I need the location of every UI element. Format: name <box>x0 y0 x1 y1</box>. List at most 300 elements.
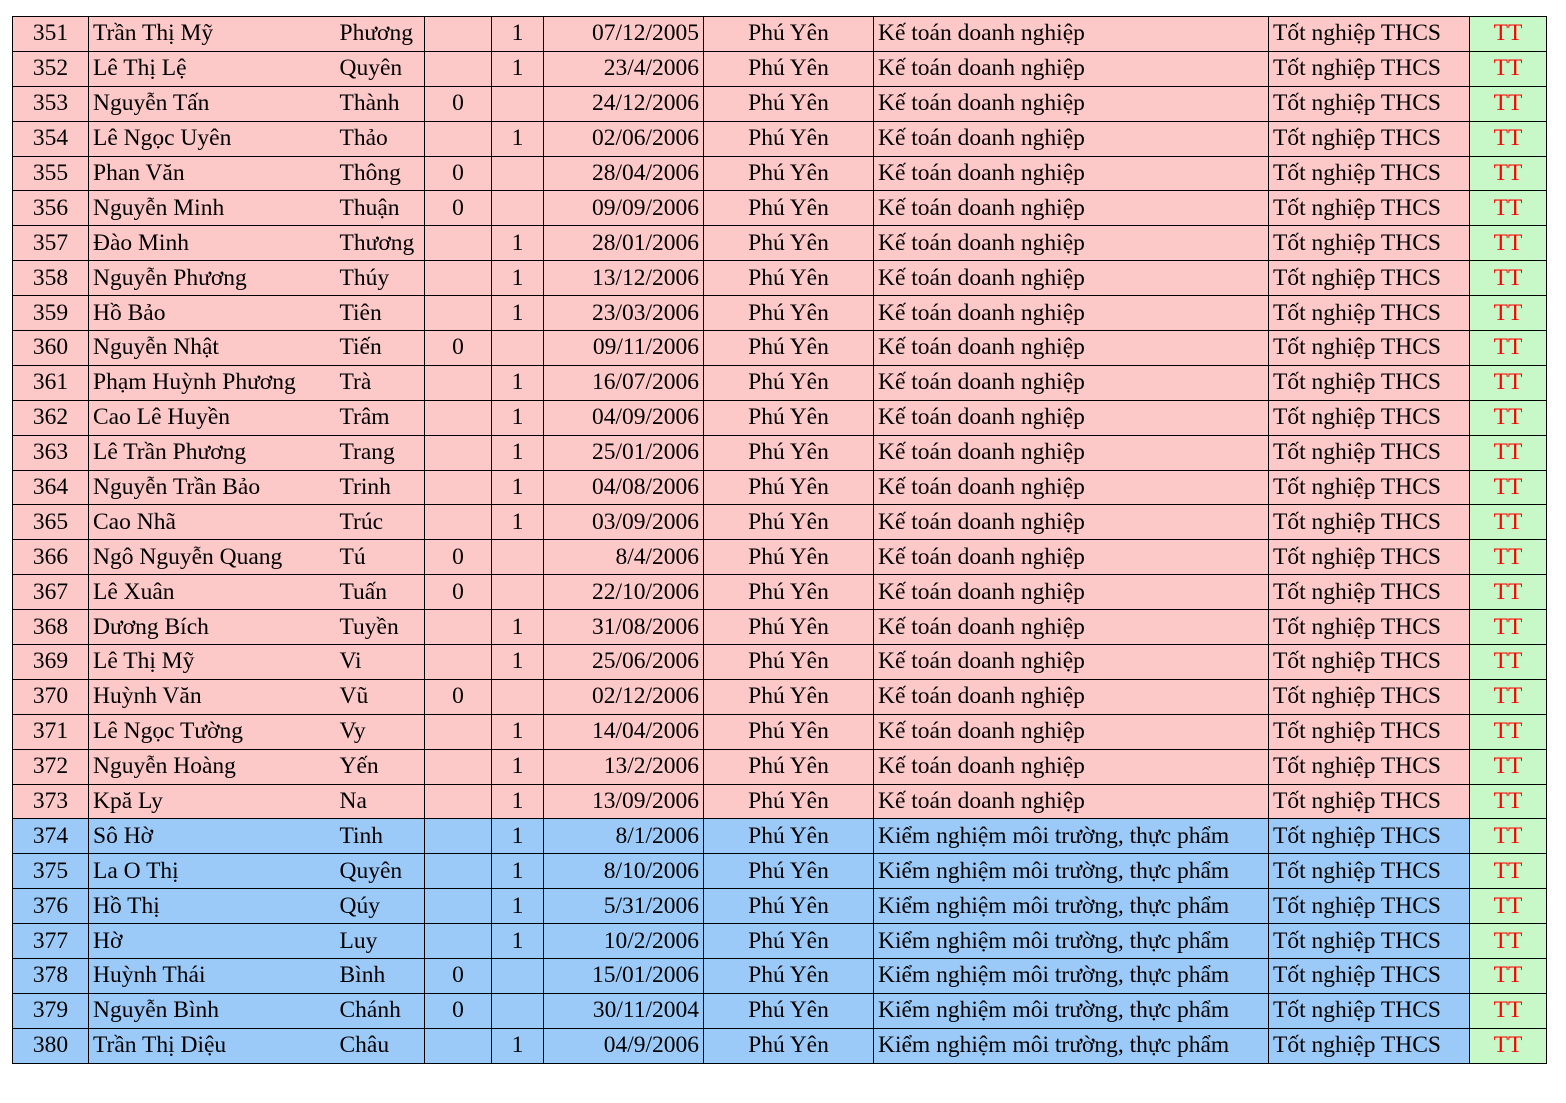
birth-date-cell[interactable]: 14/04/2006 <box>544 714 704 749</box>
female-cell[interactable]: 1 <box>492 924 544 959</box>
row-number-cell[interactable]: 376 <box>13 889 89 924</box>
education-cell[interactable]: Tốt nghiệp THCS <box>1269 540 1470 575</box>
first-name-cell[interactable]: Tinh <box>338 819 425 854</box>
birth-date-cell[interactable]: 31/08/2006 <box>544 610 704 645</box>
last-name-cell[interactable]: Nguyễn Nhật <box>89 331 338 366</box>
province-cell[interactable]: Phú Yên <box>704 435 874 470</box>
birth-date-cell[interactable]: 5/31/2006 <box>544 889 704 924</box>
female-cell[interactable]: 1 <box>492 51 544 86</box>
last-name-cell[interactable]: Huỳnh Thái <box>89 959 338 994</box>
status-cell[interactable]: TT <box>1470 505 1547 540</box>
male-cell[interactable] <box>425 226 492 261</box>
major-cell[interactable]: Kế toán doanh nghiệp <box>874 714 1269 749</box>
row-number-cell[interactable]: 373 <box>13 784 89 819</box>
first-name-cell[interactable]: Tiên <box>338 296 425 331</box>
education-cell[interactable]: Tốt nghiệp THCS <box>1269 505 1470 540</box>
major-cell[interactable]: Kế toán doanh nghiệp <box>874 17 1269 52</box>
status-cell[interactable]: TT <box>1470 296 1547 331</box>
status-cell[interactable]: TT <box>1470 17 1547 52</box>
birth-date-cell[interactable]: 16/07/2006 <box>544 365 704 400</box>
birth-date-cell[interactable]: 30/11/2004 <box>544 993 704 1028</box>
birth-date-cell[interactable]: 8/10/2006 <box>544 854 704 889</box>
row-number-cell[interactable]: 358 <box>13 261 89 296</box>
female-cell[interactable]: 1 <box>492 610 544 645</box>
first-name-cell[interactable]: Trang <box>338 435 425 470</box>
status-cell[interactable]: TT <box>1470 470 1547 505</box>
status-cell[interactable]: TT <box>1470 86 1547 121</box>
female-cell[interactable] <box>492 86 544 121</box>
province-cell[interactable]: Phú Yên <box>704 261 874 296</box>
province-cell[interactable]: Phú Yên <box>704 784 874 819</box>
education-cell[interactable]: Tốt nghiệp THCS <box>1269 959 1470 994</box>
last-name-cell[interactable]: Huỳnh Văn <box>89 679 338 714</box>
education-cell[interactable]: Tốt nghiệp THCS <box>1269 156 1470 191</box>
male-cell[interactable]: 0 <box>425 191 492 226</box>
major-cell[interactable]: Kế toán doanh nghiệp <box>874 365 1269 400</box>
status-cell[interactable]: TT <box>1470 749 1547 784</box>
province-cell[interactable]: Phú Yên <box>704 540 874 575</box>
first-name-cell[interactable]: Vi <box>338 645 425 680</box>
province-cell[interactable]: Phú Yên <box>704 191 874 226</box>
education-cell[interactable]: Tốt nghiệp THCS <box>1269 51 1470 86</box>
status-cell[interactable]: TT <box>1470 645 1547 680</box>
status-cell[interactable]: TT <box>1470 924 1547 959</box>
female-cell[interactable]: 1 <box>492 1028 544 1063</box>
status-cell[interactable]: TT <box>1470 540 1547 575</box>
major-cell[interactable]: Kế toán doanh nghiệp <box>874 540 1269 575</box>
last-name-cell[interactable]: Cao Nhã <box>89 505 338 540</box>
male-cell[interactable] <box>425 17 492 52</box>
major-cell[interactable]: Kế toán doanh nghiệp <box>874 679 1269 714</box>
education-cell[interactable]: Tốt nghiệp THCS <box>1269 121 1470 156</box>
birth-date-cell[interactable]: 15/01/2006 <box>544 959 704 994</box>
major-cell[interactable]: Kế toán doanh nghiệp <box>874 505 1269 540</box>
last-name-cell[interactable]: Nguyễn Phương <box>89 261 338 296</box>
status-cell[interactable]: TT <box>1470 610 1547 645</box>
row-number-cell[interactable]: 370 <box>13 679 89 714</box>
last-name-cell[interactable]: Hờ <box>89 924 338 959</box>
male-cell[interactable]: 0 <box>425 959 492 994</box>
province-cell[interactable]: Phú Yên <box>704 296 874 331</box>
first-name-cell[interactable]: Thúy <box>338 261 425 296</box>
last-name-cell[interactable]: Ngô Nguyễn Quang <box>89 540 338 575</box>
major-cell[interactable]: Kế toán doanh nghiệp <box>874 749 1269 784</box>
first-name-cell[interactable]: Thảo <box>338 121 425 156</box>
female-cell[interactable] <box>492 156 544 191</box>
major-cell[interactable]: Kế toán doanh nghiệp <box>874 645 1269 680</box>
male-cell[interactable] <box>425 1028 492 1063</box>
birth-date-cell[interactable]: 28/04/2006 <box>544 156 704 191</box>
female-cell[interactable]: 1 <box>492 435 544 470</box>
male-cell[interactable]: 0 <box>425 156 492 191</box>
last-name-cell[interactable]: Nguyễn Minh <box>89 191 338 226</box>
status-cell[interactable]: TT <box>1470 156 1547 191</box>
birth-date-cell[interactable]: 25/01/2006 <box>544 435 704 470</box>
major-cell[interactable]: Kế toán doanh nghiệp <box>874 575 1269 610</box>
first-name-cell[interactable]: Vy <box>338 714 425 749</box>
row-number-cell[interactable]: 351 <box>13 17 89 52</box>
row-number-cell[interactable]: 369 <box>13 645 89 680</box>
female-cell[interactable]: 1 <box>492 854 544 889</box>
birth-date-cell[interactable]: 04/09/2006 <box>544 400 704 435</box>
province-cell[interactable]: Phú Yên <box>704 400 874 435</box>
major-cell[interactable]: Kiểm nghiệm môi trường, thực phẩm <box>874 819 1269 854</box>
birth-date-cell[interactable]: 13/09/2006 <box>544 784 704 819</box>
birth-date-cell[interactable]: 04/9/2006 <box>544 1028 704 1063</box>
male-cell[interactable] <box>425 784 492 819</box>
province-cell[interactable]: Phú Yên <box>704 365 874 400</box>
status-cell[interactable]: TT <box>1470 959 1547 994</box>
first-name-cell[interactable]: Trâm <box>338 400 425 435</box>
male-cell[interactable] <box>425 854 492 889</box>
major-cell[interactable]: Kế toán doanh nghiệp <box>874 261 1269 296</box>
education-cell[interactable]: Tốt nghiệp THCS <box>1269 610 1470 645</box>
education-cell[interactable]: Tốt nghiệp THCS <box>1269 296 1470 331</box>
status-cell[interactable]: TT <box>1470 400 1547 435</box>
province-cell[interactable]: Phú Yên <box>704 470 874 505</box>
male-cell[interactable]: 0 <box>425 86 492 121</box>
major-cell[interactable]: Kiểm nghiệm môi trường, thực phẩm <box>874 854 1269 889</box>
male-cell[interactable] <box>425 435 492 470</box>
row-number-cell[interactable]: 363 <box>13 435 89 470</box>
education-cell[interactable]: Tốt nghiệp THCS <box>1269 749 1470 784</box>
last-name-cell[interactable]: Cao Lê Huyền <box>89 400 338 435</box>
birth-date-cell[interactable]: 23/4/2006 <box>544 51 704 86</box>
province-cell[interactable]: Phú Yên <box>704 819 874 854</box>
status-cell[interactable]: TT <box>1470 993 1547 1028</box>
first-name-cell[interactable]: Vũ <box>338 679 425 714</box>
province-cell[interactable]: Phú Yên <box>704 331 874 366</box>
major-cell[interactable]: Kiểm nghiệm môi trường, thực phẩm <box>874 993 1269 1028</box>
male-cell[interactable] <box>425 51 492 86</box>
province-cell[interactable]: Phú Yên <box>704 156 874 191</box>
province-cell[interactable]: Phú Yên <box>704 714 874 749</box>
row-number-cell[interactable]: 354 <box>13 121 89 156</box>
female-cell[interactable]: 1 <box>492 121 544 156</box>
first-name-cell[interactable]: Tuyền <box>338 610 425 645</box>
province-cell[interactable]: Phú Yên <box>704 679 874 714</box>
male-cell[interactable]: 0 <box>425 540 492 575</box>
female-cell[interactable]: 1 <box>492 470 544 505</box>
first-name-cell[interactable]: Bình <box>338 959 425 994</box>
row-number-cell[interactable]: 368 <box>13 610 89 645</box>
birth-date-cell[interactable]: 24/12/2006 <box>544 86 704 121</box>
education-cell[interactable]: Tốt nghiệp THCS <box>1269 575 1470 610</box>
row-number-cell[interactable]: 378 <box>13 959 89 994</box>
birth-date-cell[interactable]: 02/12/2006 <box>544 679 704 714</box>
first-name-cell[interactable]: Trúc <box>338 505 425 540</box>
first-name-cell[interactable]: Yến <box>338 749 425 784</box>
row-number-cell[interactable]: 357 <box>13 226 89 261</box>
male-cell[interactable] <box>425 645 492 680</box>
male-cell[interactable] <box>425 365 492 400</box>
first-name-cell[interactable]: Thành <box>338 86 425 121</box>
education-cell[interactable]: Tốt nghiệp THCS <box>1269 435 1470 470</box>
education-cell[interactable]: Tốt nghiệp THCS <box>1269 645 1470 680</box>
row-number-cell[interactable]: 366 <box>13 540 89 575</box>
status-cell[interactable]: TT <box>1470 51 1547 86</box>
first-name-cell[interactable]: Tú <box>338 540 425 575</box>
education-cell[interactable]: Tốt nghiệp THCS <box>1269 261 1470 296</box>
row-number-cell[interactable]: 374 <box>13 819 89 854</box>
education-cell[interactable]: Tốt nghiệp THCS <box>1269 854 1470 889</box>
status-cell[interactable]: TT <box>1470 226 1547 261</box>
education-cell[interactable]: Tốt nghiệp THCS <box>1269 679 1470 714</box>
province-cell[interactable]: Phú Yên <box>704 575 874 610</box>
male-cell[interactable] <box>425 889 492 924</box>
row-number-cell[interactable]: 380 <box>13 1028 89 1063</box>
major-cell[interactable]: Kế toán doanh nghiệp <box>874 400 1269 435</box>
female-cell[interactable]: 1 <box>492 226 544 261</box>
row-number-cell[interactable]: 371 <box>13 714 89 749</box>
province-cell[interactable]: Phú Yên <box>704 749 874 784</box>
status-cell[interactable]: TT <box>1470 854 1547 889</box>
male-cell[interactable]: 0 <box>425 331 492 366</box>
female-cell[interactable] <box>492 959 544 994</box>
last-name-cell[interactable]: Sô Hờ <box>89 819 338 854</box>
province-cell[interactable]: Phú Yên <box>704 17 874 52</box>
row-number-cell[interactable]: 356 <box>13 191 89 226</box>
last-name-cell[interactable]: Lê Thị Lệ <box>89 51 338 86</box>
province-cell[interactable]: Phú Yên <box>704 51 874 86</box>
row-number-cell[interactable]: 365 <box>13 505 89 540</box>
female-cell[interactable]: 1 <box>492 889 544 924</box>
status-cell[interactable]: TT <box>1470 331 1547 366</box>
province-cell[interactable]: Phú Yên <box>704 959 874 994</box>
female-cell[interactable] <box>492 575 544 610</box>
female-cell[interactable]: 1 <box>492 714 544 749</box>
education-cell[interactable]: Tốt nghiệp THCS <box>1269 365 1470 400</box>
status-cell[interactable]: TT <box>1470 121 1547 156</box>
male-cell[interactable]: 0 <box>425 993 492 1028</box>
female-cell[interactable]: 1 <box>492 17 544 52</box>
last-name-cell[interactable]: Phạm Huỳnh Phương <box>89 365 338 400</box>
education-cell[interactable]: Tốt nghiệp THCS <box>1269 924 1470 959</box>
birth-date-cell[interactable]: 04/08/2006 <box>544 470 704 505</box>
major-cell[interactable]: Kế toán doanh nghiệp <box>874 610 1269 645</box>
education-cell[interactable]: Tốt nghiệp THCS <box>1269 17 1470 52</box>
major-cell[interactable]: Kế toán doanh nghiệp <box>874 191 1269 226</box>
birth-date-cell[interactable]: 8/4/2006 <box>544 540 704 575</box>
education-cell[interactable]: Tốt nghiệp THCS <box>1269 819 1470 854</box>
female-cell[interactable]: 1 <box>492 749 544 784</box>
first-name-cell[interactable]: Qúy <box>338 889 425 924</box>
first-name-cell[interactable]: Trinh <box>338 470 425 505</box>
last-name-cell[interactable]: Lê Ngọc Uyên <box>89 121 338 156</box>
female-cell[interactable]: 1 <box>492 261 544 296</box>
last-name-cell[interactable]: Lê Xuân <box>89 575 338 610</box>
major-cell[interactable]: Kế toán doanh nghiệp <box>874 470 1269 505</box>
last-name-cell[interactable]: Dương Bích <box>89 610 338 645</box>
province-cell[interactable]: Phú Yên <box>704 505 874 540</box>
male-cell[interactable] <box>425 610 492 645</box>
first-name-cell[interactable]: Trà <box>338 365 425 400</box>
status-cell[interactable]: TT <box>1470 889 1547 924</box>
last-name-cell[interactable]: La O Thị <box>89 854 338 889</box>
row-number-cell[interactable]: 361 <box>13 365 89 400</box>
first-name-cell[interactable]: Thuận <box>338 191 425 226</box>
status-cell[interactable]: TT <box>1470 1028 1547 1063</box>
major-cell[interactable]: Kế toán doanh nghiệp <box>874 331 1269 366</box>
major-cell[interactable]: Kế toán doanh nghiệp <box>874 86 1269 121</box>
province-cell[interactable]: Phú Yên <box>704 86 874 121</box>
province-cell[interactable]: Phú Yên <box>704 610 874 645</box>
row-number-cell[interactable]: 367 <box>13 575 89 610</box>
male-cell[interactable]: 0 <box>425 679 492 714</box>
birth-date-cell[interactable]: 03/09/2006 <box>544 505 704 540</box>
male-cell[interactable] <box>425 924 492 959</box>
first-name-cell[interactable]: Thương <box>338 226 425 261</box>
major-cell[interactable]: Kế toán doanh nghiệp <box>874 51 1269 86</box>
birth-date-cell[interactable]: 10/2/2006 <box>544 924 704 959</box>
row-number-cell[interactable]: 353 <box>13 86 89 121</box>
education-cell[interactable]: Tốt nghiệp THCS <box>1269 191 1470 226</box>
last-name-cell[interactable]: Nguyễn Trần Bảo <box>89 470 338 505</box>
first-name-cell[interactable]: Na <box>338 784 425 819</box>
male-cell[interactable] <box>425 121 492 156</box>
birth-date-cell[interactable]: 28/01/2006 <box>544 226 704 261</box>
female-cell[interactable]: 1 <box>492 784 544 819</box>
female-cell[interactable] <box>492 191 544 226</box>
birth-date-cell[interactable]: 8/1/2006 <box>544 819 704 854</box>
first-name-cell[interactable]: Quyên <box>338 51 425 86</box>
last-name-cell[interactable]: Lê Trần Phương <box>89 435 338 470</box>
birth-date-cell[interactable]: 23/03/2006 <box>544 296 704 331</box>
row-number-cell[interactable]: 372 <box>13 749 89 784</box>
first-name-cell[interactable]: Chánh <box>338 993 425 1028</box>
last-name-cell[interactable]: Hồ Bảo <box>89 296 338 331</box>
row-number-cell[interactable]: 359 <box>13 296 89 331</box>
status-cell[interactable]: TT <box>1470 784 1547 819</box>
first-name-cell[interactable]: Châu <box>338 1028 425 1063</box>
last-name-cell[interactable]: Nguyễn Bình <box>89 993 338 1028</box>
male-cell[interactable] <box>425 400 492 435</box>
major-cell[interactable]: Kế toán doanh nghiệp <box>874 784 1269 819</box>
province-cell[interactable]: Phú Yên <box>704 889 874 924</box>
education-cell[interactable]: Tốt nghiệp THCS <box>1269 889 1470 924</box>
last-name-cell[interactable]: Nguyễn Tấn <box>89 86 338 121</box>
status-cell[interactable]: TT <box>1470 819 1547 854</box>
education-cell[interactable]: Tốt nghiệp THCS <box>1269 226 1470 261</box>
birth-date-cell[interactable]: 09/09/2006 <box>544 191 704 226</box>
female-cell[interactable]: 1 <box>492 400 544 435</box>
row-number-cell[interactable]: 364 <box>13 470 89 505</box>
last-name-cell[interactable]: Lê Thị Mỹ <box>89 645 338 680</box>
province-cell[interactable]: Phú Yên <box>704 645 874 680</box>
male-cell[interactable] <box>425 714 492 749</box>
last-name-cell[interactable]: Hồ Thị <box>89 889 338 924</box>
row-number-cell[interactable]: 352 <box>13 51 89 86</box>
education-cell[interactable]: Tốt nghiệp THCS <box>1269 331 1470 366</box>
row-number-cell[interactable]: 355 <box>13 156 89 191</box>
education-cell[interactable]: Tốt nghiệp THCS <box>1269 400 1470 435</box>
birth-date-cell[interactable]: 02/06/2006 <box>544 121 704 156</box>
major-cell[interactable]: Kiểm nghiệm môi trường, thực phẩm <box>874 1028 1269 1063</box>
row-number-cell[interactable]: 377 <box>13 924 89 959</box>
male-cell[interactable] <box>425 819 492 854</box>
last-name-cell[interactable]: Trần Thị Diệu <box>89 1028 338 1063</box>
status-cell[interactable]: TT <box>1470 679 1547 714</box>
last-name-cell[interactable]: Kpă Ly <box>89 784 338 819</box>
birth-date-cell[interactable]: 09/11/2006 <box>544 331 704 366</box>
first-name-cell[interactable]: Tuấn <box>338 575 425 610</box>
province-cell[interactable]: Phú Yên <box>704 924 874 959</box>
male-cell[interactable] <box>425 261 492 296</box>
education-cell[interactable]: Tốt nghiệp THCS <box>1269 1028 1470 1063</box>
female-cell[interactable] <box>492 331 544 366</box>
first-name-cell[interactable]: Phương <box>338 17 425 52</box>
female-cell[interactable]: 1 <box>492 365 544 400</box>
province-cell[interactable]: Phú Yên <box>704 226 874 261</box>
education-cell[interactable]: Tốt nghiệp THCS <box>1269 470 1470 505</box>
birth-date-cell[interactable]: 22/10/2006 <box>544 575 704 610</box>
female-cell[interactable] <box>492 679 544 714</box>
major-cell[interactable]: Kế toán doanh nghiệp <box>874 156 1269 191</box>
major-cell[interactable]: Kế toán doanh nghiệp <box>874 435 1269 470</box>
education-cell[interactable]: Tốt nghiệp THCS <box>1269 714 1470 749</box>
province-cell[interactable]: Phú Yên <box>704 1028 874 1063</box>
male-cell[interactable] <box>425 470 492 505</box>
row-number-cell[interactable]: 362 <box>13 400 89 435</box>
row-number-cell[interactable]: 379 <box>13 993 89 1028</box>
education-cell[interactable]: Tốt nghiệp THCS <box>1269 784 1470 819</box>
major-cell[interactable]: Kế toán doanh nghiệp <box>874 226 1269 261</box>
education-cell[interactable]: Tốt nghiệp THCS <box>1269 86 1470 121</box>
major-cell[interactable]: Kiểm nghiệm môi trường, thực phẩm <box>874 959 1269 994</box>
province-cell[interactable]: Phú Yên <box>704 121 874 156</box>
province-cell[interactable]: Phú Yên <box>704 993 874 1028</box>
female-cell[interactable]: 1 <box>492 819 544 854</box>
row-number-cell[interactable]: 360 <box>13 331 89 366</box>
birth-date-cell[interactable]: 07/12/2005 <box>544 17 704 52</box>
status-cell[interactable]: TT <box>1470 365 1547 400</box>
education-cell[interactable]: Tốt nghiệp THCS <box>1269 993 1470 1028</box>
male-cell[interactable]: 0 <box>425 575 492 610</box>
male-cell[interactable] <box>425 505 492 540</box>
status-cell[interactable]: TT <box>1470 435 1547 470</box>
birth-date-cell[interactable]: 25/06/2006 <box>544 645 704 680</box>
status-cell[interactable]: TT <box>1470 261 1547 296</box>
female-cell[interactable]: 1 <box>492 505 544 540</box>
last-name-cell[interactable]: Phan Văn <box>89 156 338 191</box>
status-cell[interactable]: TT <box>1470 714 1547 749</box>
major-cell[interactable]: Kế toán doanh nghiệp <box>874 121 1269 156</box>
last-name-cell[interactable]: Đào Minh <box>89 226 338 261</box>
female-cell[interactable] <box>492 540 544 575</box>
first-name-cell[interactable]: Tiến <box>338 331 425 366</box>
birth-date-cell[interactable]: 13/12/2006 <box>544 261 704 296</box>
last-name-cell[interactable]: Lê Ngọc Tường <box>89 714 338 749</box>
row-number-cell[interactable]: 375 <box>13 854 89 889</box>
major-cell[interactable]: Kế toán doanh nghiệp <box>874 296 1269 331</box>
female-cell[interactable]: 1 <box>492 645 544 680</box>
first-name-cell[interactable]: Quyên <box>338 854 425 889</box>
status-cell[interactable]: TT <box>1470 575 1547 610</box>
birth-date-cell[interactable]: 13/2/2006 <box>544 749 704 784</box>
major-cell[interactable]: Kiểm nghiệm môi trường, thực phẩm <box>874 924 1269 959</box>
major-cell[interactable]: Kiểm nghiệm môi trường, thực phẩm <box>874 889 1269 924</box>
female-cell[interactable] <box>492 993 544 1028</box>
female-cell[interactable]: 1 <box>492 296 544 331</box>
first-name-cell[interactable]: Thông <box>338 156 425 191</box>
province-cell[interactable]: Phú Yên <box>704 854 874 889</box>
status-cell[interactable]: TT <box>1470 191 1547 226</box>
male-cell[interactable] <box>425 296 492 331</box>
male-cell[interactable] <box>425 749 492 784</box>
last-name-cell[interactable]: Nguyễn Hoàng <box>89 749 338 784</box>
last-name-cell[interactable]: Trần Thị Mỹ <box>89 17 338 52</box>
first-name-cell[interactable]: Luy <box>338 924 425 959</box>
